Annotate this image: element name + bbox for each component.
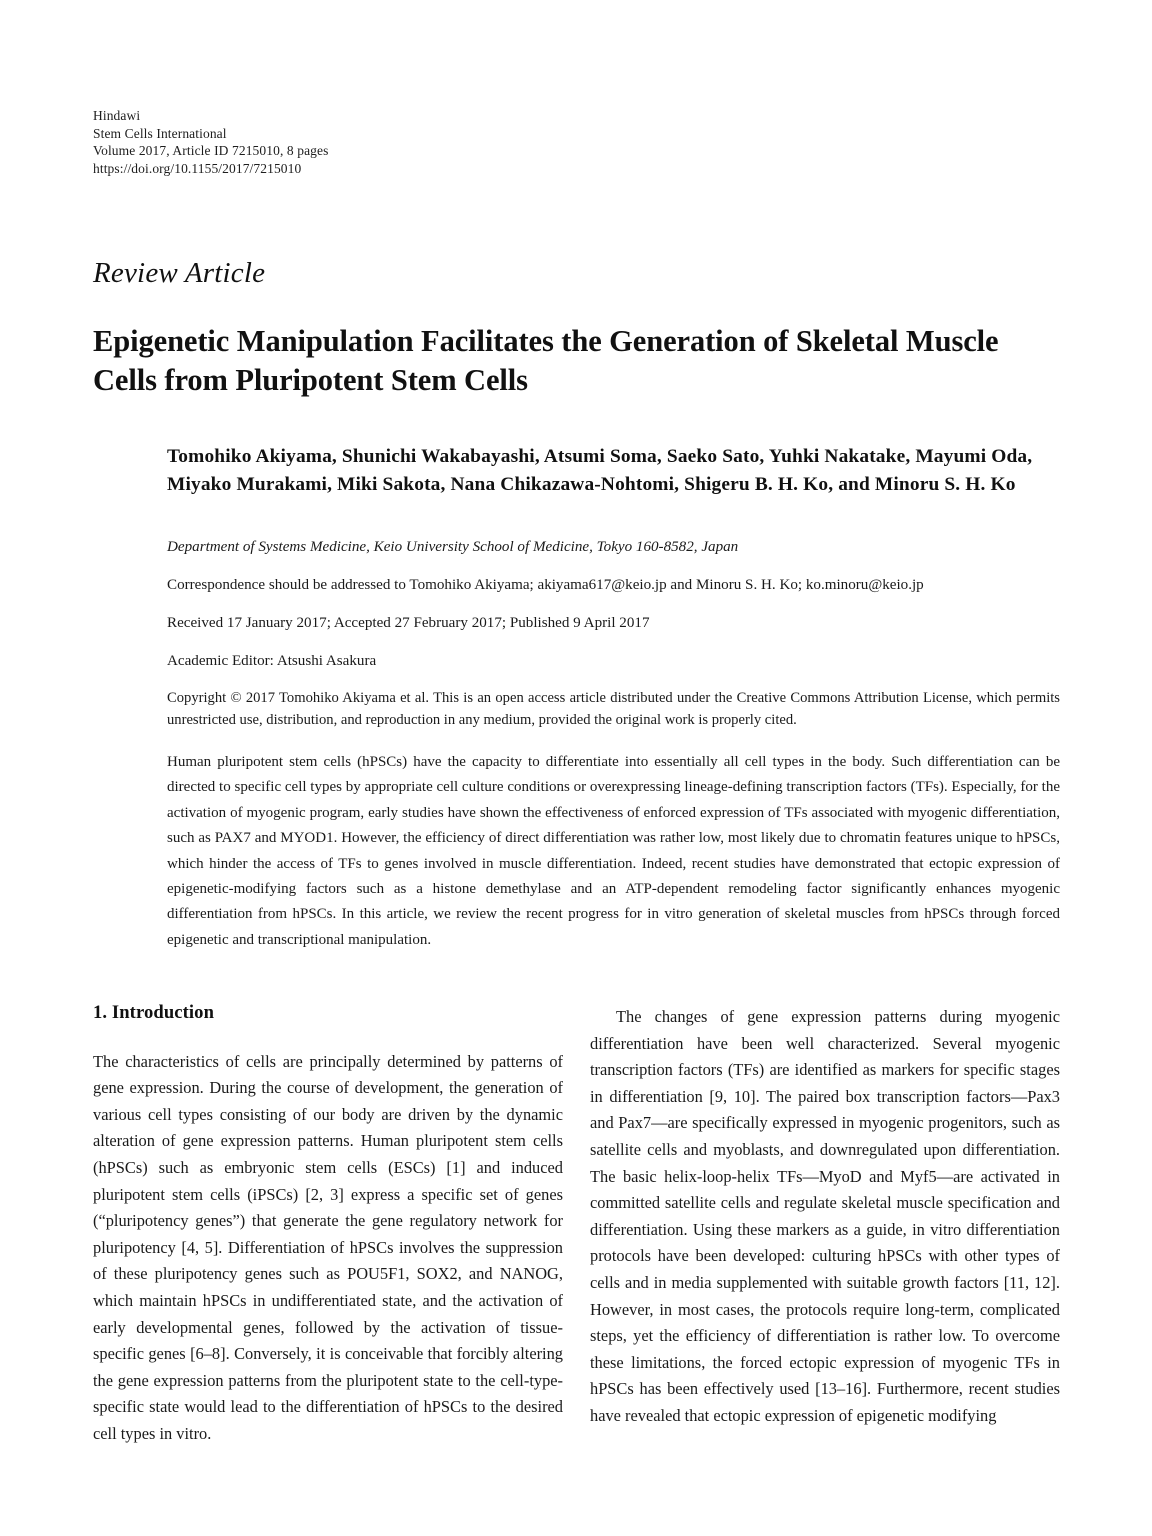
publisher-name: Hindawi xyxy=(93,108,141,123)
academic-editor: Academic Editor: Atsushi Asakura xyxy=(167,653,377,669)
copyright-notice: Copyright © 2017 Tomohiko Akiyama et al. This is an open access article distributed under the Creative Commons Attribution License, which permits unrestricted use, distribution, and reproduction in any medium, provided the original work is properly cited. xyxy=(167,690,1060,728)
correspondence-line: Correspondence should be addressed to Tomohiko Akiyama; akiyama617@keio.jp and Minoru S. H. Ko; ko.minoru@keio.jp xyxy=(167,577,924,593)
page-title: Epigenetic Manipulation Facilitates the Generation of Skeletal Muscle Cells from Pluripotent Stem Cells xyxy=(93,324,999,398)
body-column-left xyxy=(93,1004,563,1448)
abstract-text: Human pluripotent stem cells (hPSCs) have the capacity to differentiate into essentially all cell types in the body. Such differentiation can be directed to specific cell types by appropriate cell culture conditions or overexpressing lineage-defining transcription factors (TFs). Especially, for the activation of myogenic program, early studies have shown the effectiveness of enforced expression of TFs associated with myogenic differentiation, such as PAX7 and MYOD1. However, the efficiency of direct differentiation was rather low, most likely due to chromatin features unique to hPSCs, which hinder the access of TFs to genes involved in muscle differentiation. Indeed, recent studies have demonstrated that ectopic expression of epigenetic-modifying factors such as a histone demethylase and an ATP-dependent remodeling factor significantly enhances myogenic differentiation from hPSCs. In this article, we review the recent progress for in vitro generation of skeletal muscles from hPSCs through forced epigenetic and transcriptional manipulation. xyxy=(167,754,1060,948)
doi-link[interactable]: https://doi.org/10.1155/2017/7215010 xyxy=(93,160,302,176)
abstract xyxy=(167,750,1060,953)
article-type-label: Review Article xyxy=(93,257,266,289)
journal-name: Stem Cells International xyxy=(93,125,227,141)
paragraph-introduction-left: The characteristics of cells are principally determined by patterns of gene expression. During the course of development, the generation of various cell types consisting of our body are driven by the dynamic alteration of gene expression patterns. Human pluripotent stem cells (hPSCs) such as embryonic stem cells (ESCs) [1] and induced pluripotent stem cells (iPSCs) [2, 3] express a specific set of genes (“pluripotency genes”) that generate the gene regulatory network for pluripotency [4, 5]. Differentiation of hPSCs involves the suppression of these pluripotency genes such as POU5F1, SOX2, and NANOG, which maintain hPSCs in undifferentiated state, and the activation of early developmental genes, followed by the activation of tissue-specific genes [6–8]. Conversely, it is conceivable that forcibly altering the gene expression patterns from the pluripotent state to the cell-type-specific state would lead to the differentiation of hPSCs to the desired cell types in vitro. xyxy=(93,1051,563,1443)
body-column-right xyxy=(590,1004,1060,1430)
article-metadata xyxy=(167,537,1062,671)
paragraph-introduction-right: The changes of gene expression patterns during myogenic differentiation have been well characterized. Several myogenic transcription factors (TFs) are identified as markers for specific stages in differentiation [9, 10]. The paired box transcription factors—Pax3 and Pax7—are specifically expressed in myogenic progenitors, such as satellite cells and myoblasts, and downregulated upon differentiation. The basic helix-loop-helix TFs—MyoD and Myf5—are activated in committed satellite cells and regulate skeletal muscle specification and differentiation. Using these markers as a guide, in vitro differentiation protocols have been developed: culturing hPSCs with other types of cells and in media supplemented with suitable growth factors [11, 12]. However, in most cases, the protocols require long-term, complicated steps, yet the efficiency of differentiation is rather low. To overcome these limitations, the forced ectopic expression of myogenic TFs in hPSCs has been effectively used [13–16]. Furthermore, recent studies have revealed that ectopic expression of epigenetic modifying xyxy=(590,1007,1060,1425)
journal-header xyxy=(93,107,328,177)
volume-article-line: Volume 2017, Article ID 7215010, 8 pages xyxy=(93,143,329,159)
body-columns xyxy=(93,1002,1060,1443)
affiliation: Department of Systems Medicine, Keio University School of Medicine, Tokyo 160-8582, Japan xyxy=(167,539,739,555)
author-list: Tomohiko Akiyama, Shunichi Wakabayashi, Atsumi Soma, Saeko Sato, Yuhki Nakatake, Mayumi Oda, Miyako Murakami, Miki Sakota, Nana Chikazawa-Nohtomi, Shigeru B. H. Ko, and Minoru S. H. Ko xyxy=(167,446,1033,496)
publication-dates: Received 17 January 2017; Accepted 27 February 2017; Published 9 April 2017 xyxy=(167,615,650,631)
section-heading-introduction: 1. Introduction xyxy=(93,1002,215,1023)
